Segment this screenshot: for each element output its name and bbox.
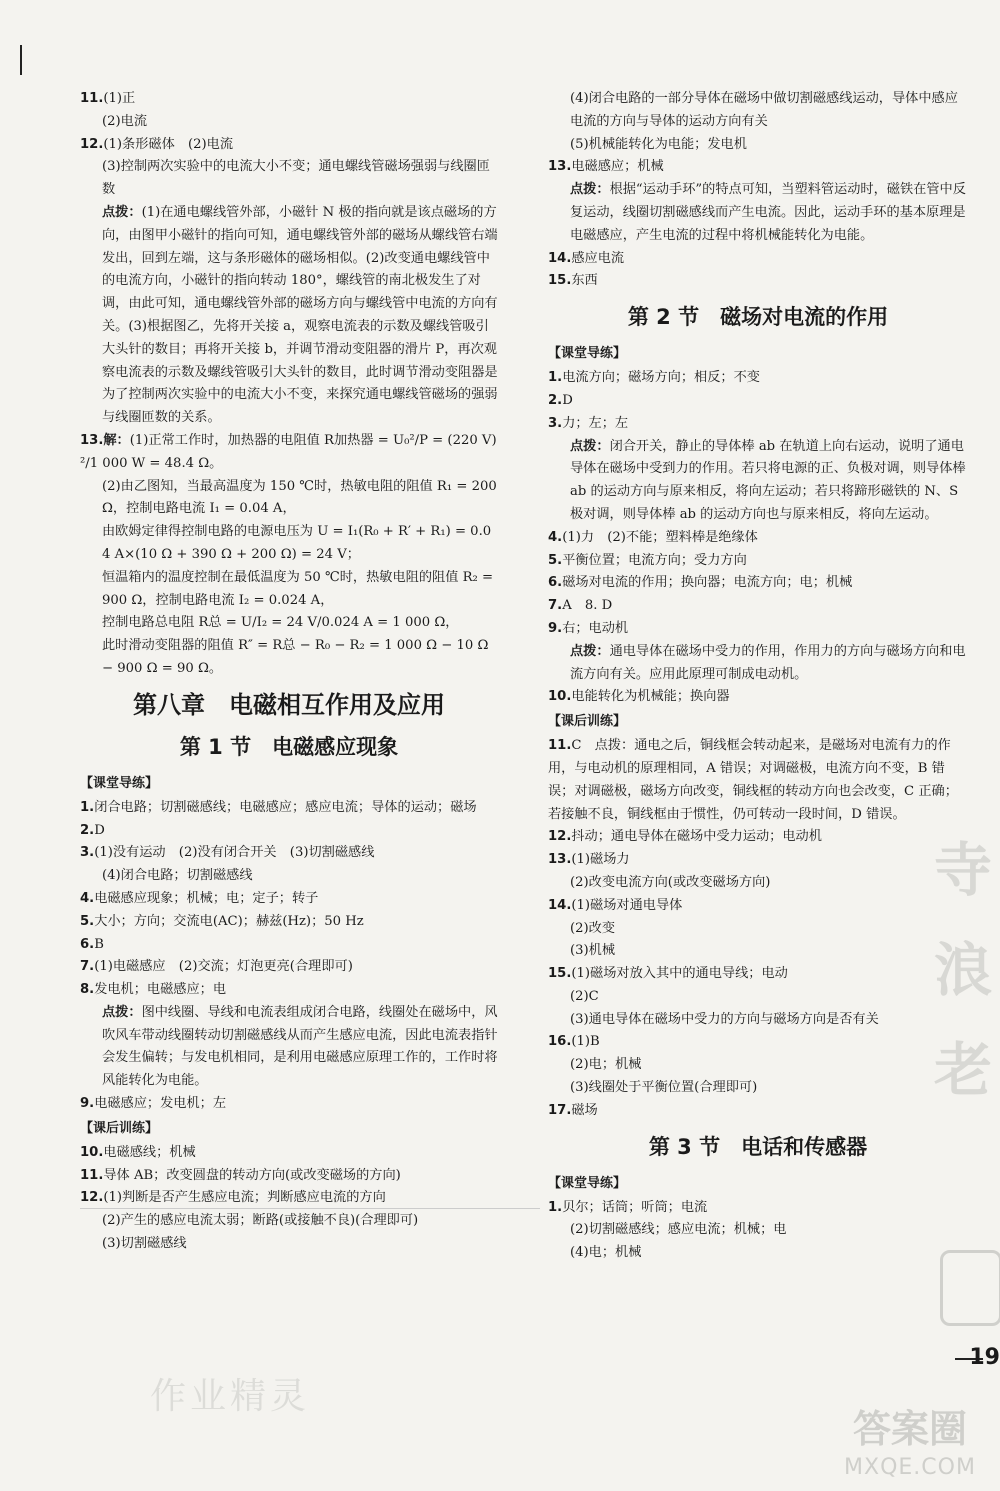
answer-text: (2)C — [570, 988, 599, 1004]
answer-text: (3)机械 — [570, 943, 616, 959]
stamp-seal — [940, 1250, 1000, 1326]
answer-text: 电磁感应；发电机；左 — [94, 1096, 227, 1112]
answer-item — [548, 88, 968, 134]
answer-item — [80, 1210, 498, 1233]
question-number: 13. — [548, 852, 572, 868]
answer-item — [548, 1100, 968, 1123]
answer-text: (5)机械能转化为电能；发电机 — [570, 136, 747, 152]
answer-item — [80, 888, 498, 911]
answer-text: (2)由乙图知，当最高温度为 150 ℃时，热敏电阻的阻值 R₁ = 200 Ω，控制电路电流 I₁ = 0.04 A， — [102, 478, 501, 517]
answer-text: C 点拨：通电之后，铜线框会转动起来，是磁场对电流有力的作用，与电动机的原理相同，A 错误；对调磁极，电流方向不变，B 错误；对调磁极，磁场方向改变，铜线框的转动方向也会改变，C 正确；若接触不良，铜线框由于惯性，仍可转动一段时间，D 错误。 — [548, 738, 958, 822]
question-number: 4. — [80, 890, 95, 906]
answer-item — [80, 635, 498, 681]
answer-text: B — [94, 936, 104, 952]
answer-item — [80, 134, 498, 157]
answer-item — [80, 865, 498, 888]
answer-item — [548, 134, 968, 157]
answer-item — [80, 797, 498, 820]
answer-text: (1)在通电螺线管外部，小磁针 N 极的指向就是该点磁场的方向，由图甲小磁针的指向可知，通电螺线管外部的磁场从螺线管右端发出，回到左端，这与条形磁体的磁场相似。(2)改变通电螺线管中的电流方向，小磁针的指向转动 180°，螺线管的南北极发生了对调，由此可知，通电螺线管外部的磁场方向与螺线管中电流的方向有关。(3)根据图乙，先将开关接 a，观察电流表的示数及螺线管吸引大头针的数目；再将开关接 b，并调节滑动变阻器的滑片 P，再次观察电流表的示数及螺线管吸引大头针的数目，此时调节滑动变阻器是为了控制两次实验中的电流大小不变，来探究通电螺线管磁场的强弱与线圈匝数的关系。 — [102, 204, 498, 426]
answer-item — [80, 934, 498, 957]
question-number: 12. — [80, 1190, 104, 1206]
question-number: 15. — [548, 966, 572, 982]
answer-text: (2)改变电流方向(或改变磁场方向) — [570, 874, 771, 890]
answer-text: 恒温箱内的温度控制在最低温度为 50 ℃时，热敏电阻的阻值 R₂ = 900 Ω，控制电路电流 I₂ = 0.024 A， — [102, 569, 498, 608]
answer-text: 东西 — [571, 273, 598, 289]
answer-item — [548, 1009, 968, 1032]
side-watermark: 寺浪老 — [934, 836, 993, 1104]
question-number: 4. — [548, 529, 563, 545]
answer-item — [80, 612, 498, 635]
answer-text: 抖动；通电导体在磁场中受力运动；电动机 — [571, 829, 822, 845]
answer-explanation — [548, 436, 968, 527]
hint-label: 点拨： — [102, 204, 142, 220]
answer-text: D — [562, 392, 573, 408]
answer-text: 电磁感线；机械 — [103, 1144, 196, 1160]
answer-item — [80, 842, 498, 865]
question-number: 2. — [548, 392, 563, 408]
page-spine-mark — [20, 45, 22, 75]
question-number: 14. — [548, 897, 572, 913]
answer-item — [548, 248, 968, 271]
answer-text: (2)切割磁感线；感应电流；机械；电 — [570, 1222, 787, 1238]
question-number: 8. — [80, 982, 95, 998]
answer-explanation — [80, 202, 498, 430]
answer-item — [548, 872, 968, 895]
answer-item — [80, 1165, 498, 1188]
logo-url: MXQE.COM — [844, 1455, 976, 1480]
answer-text: (1)没有运动 (2)没有闭合开关 (3)切割磁感线 — [94, 845, 375, 861]
answer-item — [548, 963, 968, 986]
answer-text: 发电机；电磁感应；电 — [94, 982, 227, 998]
hint-label: 点拨： — [570, 438, 610, 454]
question-number: 15. — [548, 273, 572, 289]
question-number: 1. — [548, 370, 563, 386]
answer-text: 力；左；左 — [562, 415, 629, 431]
answer-item — [80, 911, 498, 934]
answer-item — [548, 618, 968, 641]
answer-text: 电磁感应；机械 — [571, 159, 664, 175]
right-column — [548, 88, 968, 1265]
question-number: 13. — [80, 432, 104, 448]
answer-text: (1)磁场对放入其中的通电导线；电动 — [571, 966, 788, 982]
answer-text: 电磁感应现象；机械；电；定子；转子 — [94, 890, 319, 906]
answer-text: 闭合电路；切割磁感线；电磁感应；感应电流；导体的运动；磁场 — [94, 799, 477, 815]
section-title: 第 2 节 磁场对电流的作用 — [627, 305, 889, 330]
answer-item — [80, 111, 498, 134]
answer-item — [80, 1187, 498, 1210]
answer-text: 此时滑动变阻器的阻值 R″ = R总 − R₀ − R₂ = 1 000 Ω − 10 Ω − 900 Ω = 90 Ω。 — [102, 638, 493, 676]
answer-item — [548, 595, 968, 618]
answer-text: (1)磁场对通电导体 — [571, 897, 683, 913]
hint-label: 点拨： — [570, 182, 610, 198]
answer-item — [548, 895, 968, 918]
answer-text: (4)闭合电路的一部分导体在磁场中做切割磁感线运动，导体中感应电流的方向与导体的运动方向有关 — [570, 91, 958, 129]
answer-text: (1)正常工作时，加热器的电阻值 R加热器 = U₀²/P = (220 V)²/1 000 W = 48.4 Ω。 — [80, 432, 497, 471]
answer-item — [80, 156, 498, 202]
answer-text: (1)力 (2)不能；塑料棒是绝缘体 — [562, 529, 758, 545]
answer-text: (4)闭合电路；切割磁感线 — [102, 868, 253, 884]
question-number: 12. — [80, 136, 104, 152]
answer-item — [548, 390, 968, 413]
section-title: 第 1 节 电磁感应现象 — [179, 734, 399, 759]
question-number: 11. — [80, 91, 104, 106]
answer-text: (1)判断是否产生感应电流；判断感应电流的方向 — [103, 1190, 386, 1206]
answer-text: (1)条形磁体 (2)电流 — [103, 136, 234, 152]
answer-text: 根据“运动手环”的特点可知，当塑料管运动时，磁铁在管中反复运动，线圈切割磁感线而产生电流。因此，运动手环的基本原理是电磁感应，产生电流的过程中将机械能转化为电能。 — [570, 182, 966, 243]
question-number: 7. — [548, 598, 563, 614]
answer-item — [548, 686, 968, 709]
question-number: 3. — [548, 415, 563, 431]
answer-item — [548, 413, 968, 436]
question-number: 10. — [80, 1144, 104, 1160]
answer-item — [548, 849, 968, 872]
exercise-group-label: 【课堂导练】 — [548, 1175, 627, 1191]
answer-text: (2)改变 — [570, 920, 616, 936]
page-number: 19 — [969, 1345, 1000, 1370]
answer-text: 磁场 — [571, 1102, 598, 1118]
answer-item — [548, 367, 968, 390]
exercise-group-label: 【课堂导练】 — [548, 346, 627, 362]
question-number: 11. — [548, 738, 572, 754]
answer-text: 电流方向；磁场方向；相反；不变 — [562, 370, 760, 386]
question-number: 6. — [80, 936, 95, 952]
answer-item — [548, 826, 968, 849]
answer-explanation — [80, 430, 498, 476]
answer-explanation — [548, 179, 968, 247]
answer-item — [548, 1197, 968, 1220]
bottom-watermark: 作业精灵 — [150, 1376, 311, 1417]
question-number: 1. — [548, 1199, 563, 1215]
answer-item — [80, 979, 498, 1002]
answer-item — [548, 735, 968, 826]
chapter-title: 第八章 电磁相互作用及应用 — [133, 690, 445, 719]
answer-text: (2)电；机械 — [570, 1057, 642, 1073]
answer-text: (1)电磁感应 (2)交流；灯泡更亮(合理即可) — [94, 959, 353, 975]
answer-item — [548, 986, 968, 1009]
answer-explanation — [80, 1002, 498, 1093]
question-number: 5. — [80, 913, 95, 929]
answer-item — [80, 1233, 498, 1256]
answer-item — [80, 956, 498, 979]
answer-text: 导体 AB；改变圆盘的转动方向(或改变磁场的方向) — [103, 1167, 401, 1183]
question-number: 9. — [548, 620, 563, 636]
answer-text: 大小；方向；交流电(AC)；赫兹(Hz)；50 Hz — [94, 913, 364, 929]
answer-item — [548, 572, 968, 595]
question-number: 13. — [548, 159, 572, 175]
answer-item — [548, 1219, 968, 1242]
answer-text: (1)磁场力 — [571, 852, 630, 868]
exercise-group-label: 【课后训练】 — [80, 1120, 159, 1136]
answer-item — [548, 1031, 968, 1054]
divider-line — [80, 1208, 540, 1209]
answer-text: 控制电路总电阻 R总 = U/I₂ = 24 V/0.024 A = 1 000 Ω， — [102, 615, 459, 631]
answer-text: 闭合开关，静止的导体棒 ab 在轨道上向右运动，说明了通电导体在磁场中受到力的作用。若只将电源的正、负极对调，则导体棒 ab 的运动方向与原来相反，将向左运动；若只将蹄形磁铁的 N、S 极对调，则导体棒 ab 的运动方向也与原来相反，将向左运动。 — [570, 438, 970, 522]
answer-item — [548, 1242, 968, 1265]
answer-text: 贝尔；话筒；听筒；电流 — [562, 1199, 708, 1215]
question-number: 6. — [548, 575, 563, 591]
exercise-group-label: 【课后训练】 — [548, 714, 627, 730]
question-number: 5. — [548, 552, 563, 568]
question-number: 9. — [80, 1096, 95, 1112]
question-number: 3. — [80, 845, 95, 861]
logo-title: 答案圈 — [852, 1407, 967, 1451]
answer-item — [548, 527, 968, 550]
question-number: 2. — [80, 822, 95, 838]
answer-item — [80, 567, 498, 613]
answer-item — [548, 156, 968, 179]
hint-label: 解： — [103, 432, 130, 448]
answer-item — [548, 918, 968, 941]
answer-item — [548, 550, 968, 573]
answer-text: 平衡位置；电流方向；受力方向 — [562, 552, 747, 568]
answer-item — [80, 820, 498, 843]
question-number: 10. — [548, 689, 572, 705]
answer-item — [80, 521, 498, 567]
answer-text: 图中线圈、导线和电流表组成闭合电路，线圈处在磁场中，风吹风车带动线圈转动切割磁感线从而产生感应电流，因此电流表指针会发生偏转；与发电机相同，是利用电磁感应原理工作的，工作时将风能转化为电能。 — [102, 1004, 498, 1089]
question-number: 1. — [80, 799, 95, 815]
answer-text: D — [94, 822, 105, 838]
answer-text: 电能转化为机械能；换向器 — [571, 689, 730, 705]
answer-text: (4)电；机械 — [570, 1245, 642, 1261]
hint-label: 点拨： — [570, 643, 610, 659]
answer-text: (2)电流 — [102, 113, 148, 129]
answer-item — [548, 940, 968, 963]
answer-item — [80, 476, 501, 522]
answer-text: (1)B — [571, 1034, 600, 1050]
answer-item — [80, 88, 498, 111]
section-title: 第 3 节 电话和传感器 — [648, 1134, 868, 1159]
question-number: 16. — [548, 1034, 572, 1050]
answer-text: 通电导体在磁场中受力的作用，作用力的方向与磁场方向和电流方向有关。应用此原理可制成电动机。 — [570, 643, 966, 682]
question-number: 12. — [548, 829, 572, 845]
question-number: 17. — [548, 1102, 572, 1118]
question-number: 14. — [548, 250, 572, 266]
answer-item — [80, 1093, 498, 1116]
answer-explanation — [548, 641, 968, 687]
answer-text: (3)切割磁感线 — [102, 1236, 187, 1252]
answer-item — [548, 1077, 968, 1100]
answer-item — [80, 1142, 498, 1165]
answer-item — [548, 1054, 968, 1077]
exercise-group-label: 【课堂导练】 — [80, 775, 159, 791]
question-number: 11. — [80, 1167, 104, 1183]
answer-text: A 8. D — [562, 598, 613, 614]
answer-text: 由欧姆定律得控制电路的电源电压为 U = I₁(R₀ + R′ + R₁) = 0.04 A×(10 Ω + 390 Ω + 200 Ω) = 24 V； — [102, 524, 492, 562]
answer-text: (3)控制两次实验中的电流大小不变；通电螺线管磁场强弱与线圈匝数 — [102, 159, 490, 198]
answer-text: 磁场对电流的作用；换向器；电流方向；电；机械 — [562, 575, 853, 591]
answer-item — [548, 270, 968, 293]
answer-text: 右；电动机 — [562, 620, 629, 636]
left-column — [80, 88, 501, 1256]
question-number: 7. — [80, 959, 95, 975]
answer-text: (1)正 — [103, 91, 136, 106]
site-logo-watermark — [822, 1405, 998, 1485]
answer-text: (2)产生的感应电流太弱；断路(或接触不良)(合理即可) — [102, 1213, 419, 1229]
answer-text: (3)线圈处于平衡位置(合理即可) — [570, 1080, 758, 1096]
hint-label: 点拨： — [102, 1004, 142, 1020]
answer-text: 感应电流 — [571, 250, 625, 266]
answer-text: (3)通电导体在磁场中受力的方向与磁场方向是否有关 — [570, 1011, 879, 1027]
